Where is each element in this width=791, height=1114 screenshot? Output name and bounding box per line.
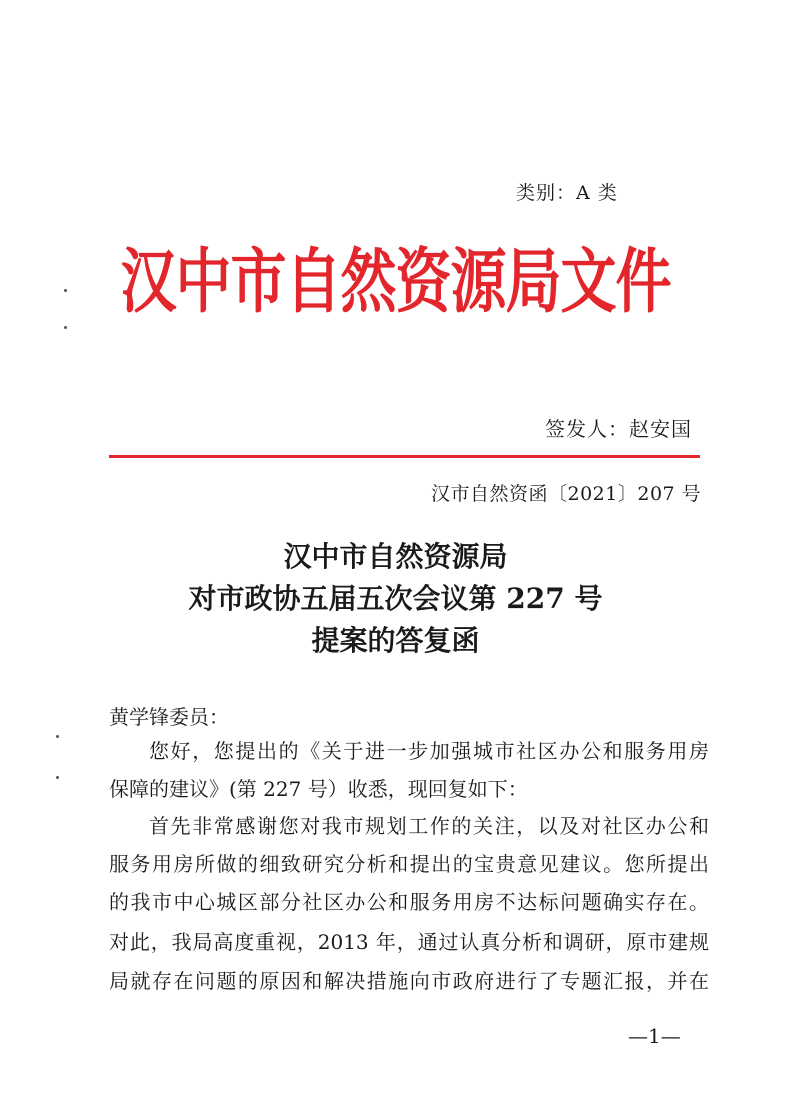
body-line: 保障的建议》(第 227 号）收悉，现回复如下： [109, 777, 528, 801]
binding-hole-mark [64, 326, 67, 329]
document-number: 汉市自然资函〔2021〕207 号 [431, 483, 702, 505]
body-line: 局就存在问题的原因和解决措施向市政府进行了专题汇报，并在 [109, 969, 709, 993]
body-line: 的我市中心城区部分社区办公和服务用房不达标问题确实存在。 [109, 890, 709, 914]
page-number: —1— [628, 1024, 681, 1048]
binding-hole-mark [64, 289, 67, 292]
title-line-3: 提案的答复函 [311, 624, 480, 657]
document-category: 类别：A 类 [516, 182, 618, 204]
title-line-1: 汉中市自然资源局 [283, 540, 508, 573]
signer-line: 签发人：赵安国 [545, 417, 692, 441]
binding-hole-mark [56, 735, 59, 738]
red-masthead-title: 汉中市自然资源局文件 [120, 241, 671, 323]
body-line: 对此，我局高度重视，2013 年，通过认真分析和调研，原市建规 [109, 930, 709, 954]
body-line: 首先非常感谢您对我市规划工作的关注，以及对社区办公和 [149, 814, 709, 838]
red-separator-line [109, 455, 700, 458]
salutation: 黄学锋委员： [109, 705, 229, 729]
title-line-2: 对市政协五届五次会议第 227 号 [188, 582, 603, 615]
body-line: 服务用房所做的细致研究分析和提出的宝贵意见建议。您所提出 [109, 852, 709, 876]
binding-hole-mark [56, 776, 59, 779]
body-line: 您好，您提出的《关于进一步加强城市社区办公和服务用房 [149, 739, 709, 763]
